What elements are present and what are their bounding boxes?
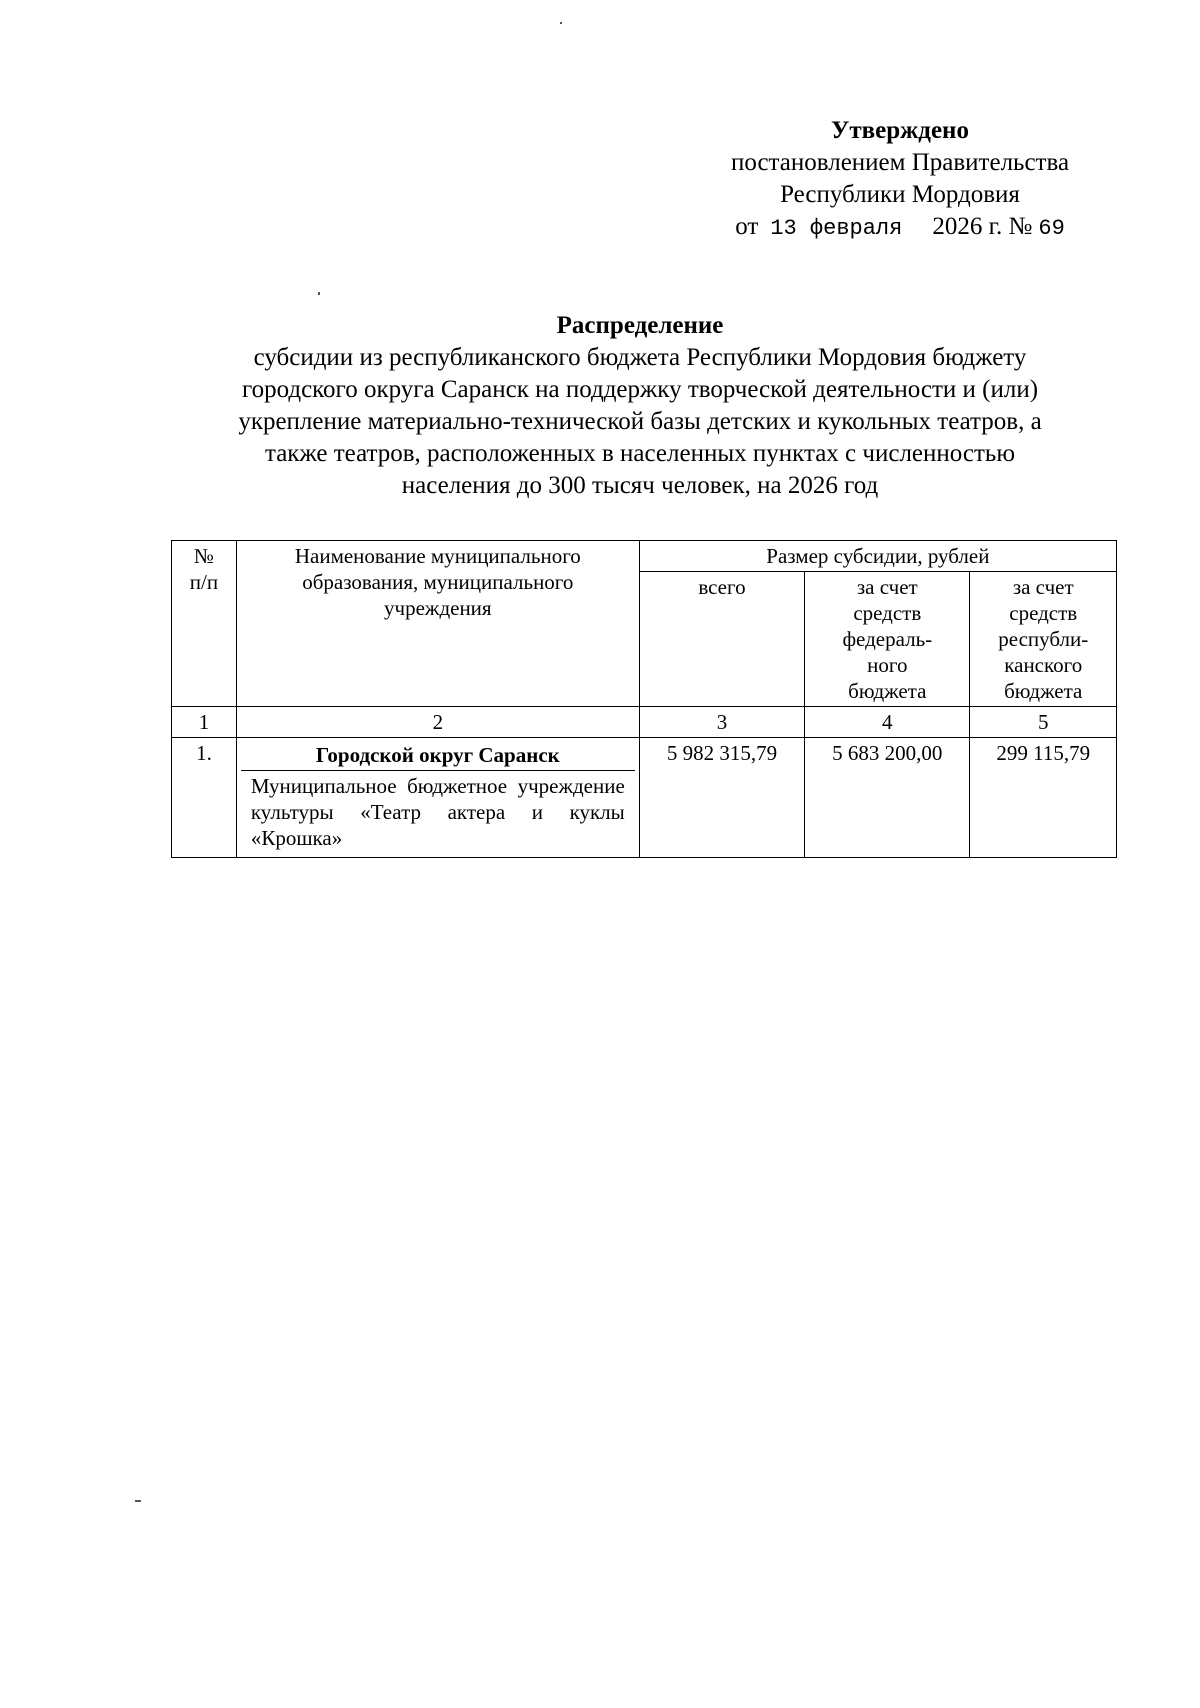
approval-date: 13 февраля: [770, 216, 903, 241]
approved-label: Утверждено: [831, 117, 969, 144]
table-row: [172, 738, 1117, 858]
header-name: [236, 541, 639, 707]
header-name-line-2: образования, муниципального: [302, 570, 574, 594]
column-number-row: [172, 707, 1117, 738]
approval-block: [690, 115, 1110, 245]
approval-number: 69: [1038, 216, 1065, 241]
header-fed-line-3: федераль-: [842, 627, 933, 651]
row-total: 5 982 315,79: [639, 738, 804, 858]
column-number: 1: [172, 707, 237, 738]
row-institution: Муниципальное бюджетное учреждение культуры «Театр актера и куклы «Крошка»: [250, 774, 625, 850]
column-number: 3: [639, 707, 804, 738]
header-rep-line-2: средств: [1009, 601, 1078, 625]
scan-mark-bottom: [135, 1500, 141, 1502]
header-num-line-1: №: [193, 544, 214, 568]
header-fed-line-5: бюджета: [848, 679, 927, 703]
title-line-5: населения до 300 тысяч человек, на 2026 год: [401, 472, 879, 499]
header-size: Размер субсидии, рублей: [639, 541, 1116, 572]
scan-mark-mid: [318, 292, 320, 295]
header-total: всего: [639, 572, 804, 707]
row-district: Городской округ Саранск: [241, 740, 635, 771]
header-rep-line-5: бюджета: [1004, 679, 1083, 703]
header-num: [172, 541, 237, 707]
header-federal: [805, 572, 970, 707]
approval-date-line: [690, 211, 1110, 245]
approval-year: 2026 г. №: [932, 213, 1033, 240]
column-number: 4: [805, 707, 970, 738]
header-rep-line-1: за счет: [1012, 575, 1074, 599]
title-heading: Распределение: [556, 312, 724, 339]
row-federal: 5 683 200,00: [805, 738, 970, 858]
header-rep-line-4: канского: [1004, 653, 1083, 677]
column-number: 2: [236, 707, 639, 738]
column-number: 5: [970, 707, 1117, 738]
header-rep-line-3: республи-: [998, 627, 1089, 651]
title-line-2: городского округа Саранск на поддержку творческой деятельности и (или): [241, 376, 1039, 403]
header-fed-line-4: ного: [867, 653, 908, 677]
header-row-1: [172, 541, 1117, 572]
header-fed-line-2: средств: [853, 601, 922, 625]
header-republic: [970, 572, 1117, 707]
document-title: [160, 310, 1120, 502]
header-name-line-3: учреждения: [384, 596, 492, 620]
header-name-line-1: Наименование муниципального: [294, 544, 581, 568]
scan-mark-top: [560, 22, 562, 24]
header-num-line-2: п/п: [189, 570, 219, 594]
row-num: 1.: [172, 738, 237, 858]
distribution-table: [171, 540, 1117, 858]
title-line-4: также театров, расположенных в населенных пунктах с численностью: [264, 440, 1015, 467]
row-name-cell: [236, 738, 639, 858]
approval-line-2: Республики Мордовия: [780, 181, 1020, 208]
from-label: от: [735, 213, 759, 240]
title-line-1: субсидии из республиканского бюджета Республики Мордовия бюджету: [253, 344, 1027, 371]
row-republic: 299 115,79: [970, 738, 1117, 858]
title-line-3: укрепление материально-технической базы детских и кукольных театров, а: [238, 408, 1042, 435]
approval-line-1: постановлением Правительства: [730, 149, 1070, 176]
header-fed-line-1: за счет: [856, 575, 918, 599]
